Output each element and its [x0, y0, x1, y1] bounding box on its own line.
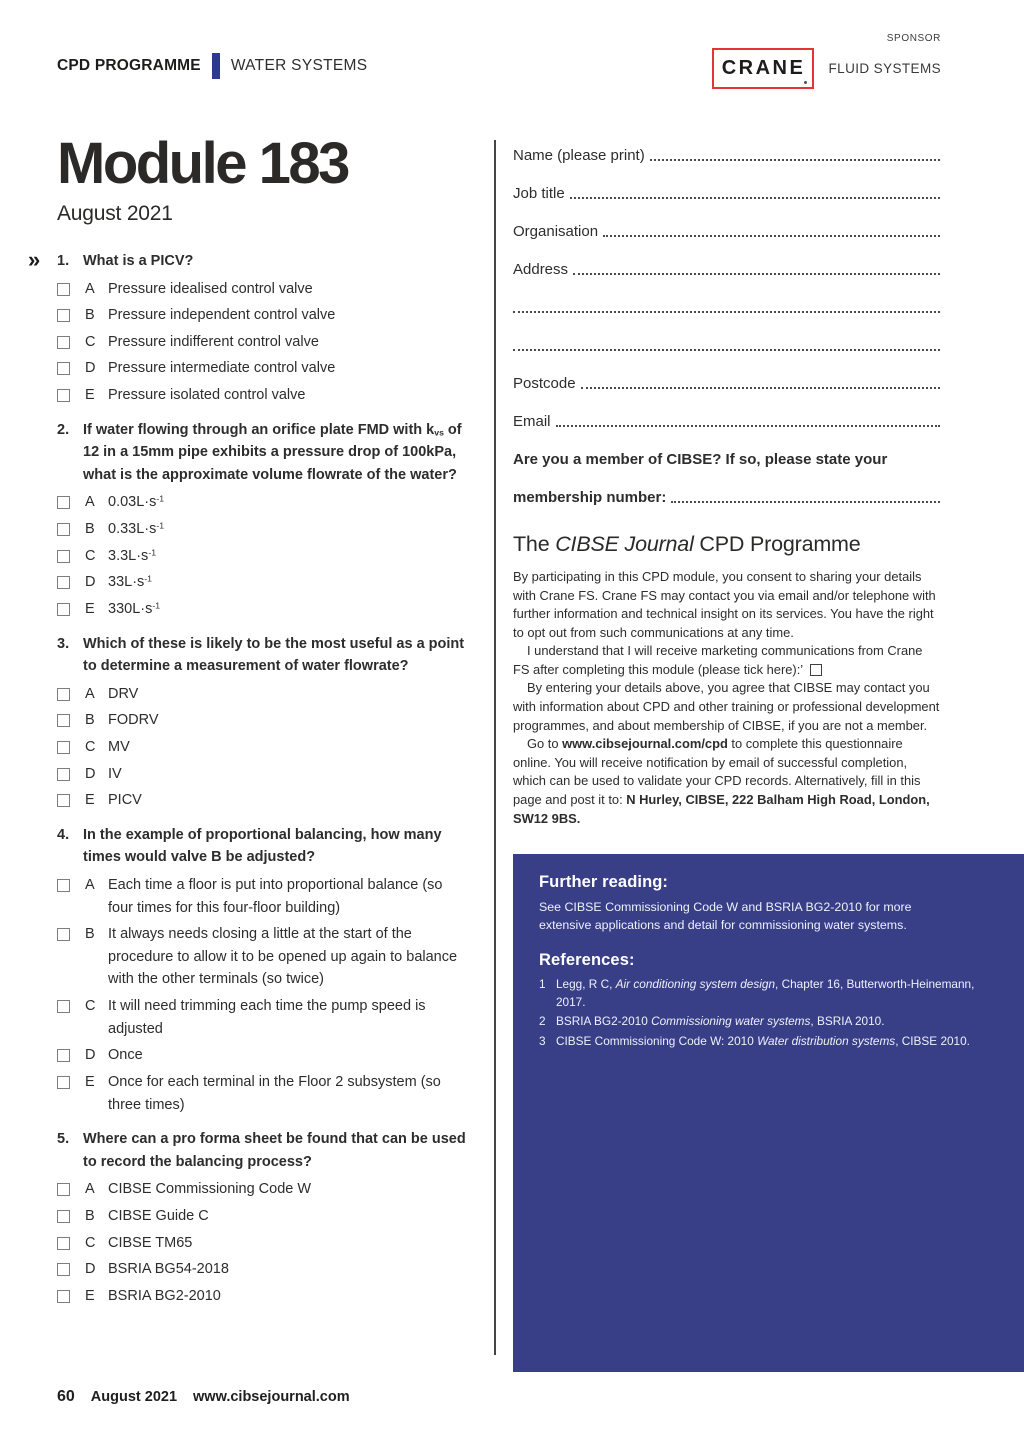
answer-checkbox[interactable] [57, 550, 70, 563]
fill-in-line[interactable] [650, 159, 940, 161]
reference-text: CIBSE Commissioning Code W: 2010 Water distribution systems, CIBSE 2010. [556, 1034, 970, 1049]
answer-checkbox[interactable] [57, 576, 70, 589]
option-row [57, 1178, 470, 1201]
answer-checkbox[interactable] [57, 1210, 70, 1223]
option-text: BSRIA BG54-2018 [108, 1261, 229, 1278]
answer-checkbox[interactable] [57, 714, 70, 727]
question-text: In the example of proportional balancing, how many times would valve B be adjusted? [83, 826, 442, 866]
membership-question: Are you a member of CIBSE? If so, please state your [513, 451, 888, 468]
option-letter: A [85, 685, 95, 702]
questions [28, 247, 470, 1307]
option-row [57, 995, 470, 1040]
footer-issue: August 2021 [90, 1389, 178, 1405]
option-row [57, 491, 470, 514]
form-row [513, 178, 940, 202]
page-number: 60 [57, 1388, 75, 1405]
option-row [57, 1285, 470, 1308]
question-header [57, 633, 470, 678]
fill-in-line[interactable] [671, 501, 940, 503]
option-row [57, 683, 470, 706]
quiz-column [28, 131, 470, 1311]
cpd-paragraph: Go to www.cibsejournal.com/cpd to complete this questionnaire online. You will receive notification by email of successful completion, which can be used to validate your CPD records. Alternatively, fill in this page and post it to: N Hurley, CIBSE, 222 Balham High Road, London, SW12 9BS. [513, 736, 930, 826]
header-brand-row [57, 53, 367, 79]
option-row [57, 789, 470, 812]
reference-number: 2 [539, 1014, 546, 1029]
fill-in-line[interactable] [570, 197, 940, 199]
references-heading: References: [539, 951, 635, 970]
column-divider [494, 140, 496, 1355]
answer-checkbox[interactable] [57, 1049, 70, 1062]
answer-checkbox[interactable] [57, 928, 70, 941]
option-row [57, 278, 470, 301]
further-reading-body: See CIBSE Commissioning Code W and BSRIA BG2-2010 for more extensive applications and detail for commissioning water systems. [539, 900, 912, 933]
question-header [28, 247, 470, 273]
fill-in-line[interactable] [603, 235, 940, 237]
answer-checkbox[interactable] [57, 389, 70, 402]
references-list [539, 976, 998, 1051]
cpd-paragraph: By participating in this CPD module, you consent to sharing your details with Crane FS. Crane FS may contact you via email and/or telephone with further information and technical insight on its services. You have the right to opt out from such communications at any time. [513, 569, 936, 640]
start-chevron-icon: » [28, 247, 41, 272]
question-number: 3. [57, 635, 70, 652]
option-text: Pressure idealised control valve [108, 280, 313, 297]
cpd-heading-pre: The [513, 532, 556, 556]
option-text: $33L\cdot s^{-1}$ [108, 573, 153, 591]
option-text: Pressure indifferent control valve [108, 333, 319, 350]
cpd-paragraph: I understand that I will receive marketing communications from Crane FS after completing this module (please tick here):’ [513, 643, 923, 677]
option-letter: C [85, 1234, 96, 1251]
question-text: What is a PICV? [83, 253, 194, 269]
form-row [513, 254, 940, 278]
option-text: Pressure independent control valve [108, 307, 336, 324]
reference-item [539, 976, 998, 1011]
option-row [57, 518, 470, 541]
option-text: Pressure isolated control valve [108, 387, 306, 404]
question-header [57, 419, 470, 487]
sponsor-tagline: FLUID SYSTEMS [828, 61, 941, 76]
question-text: Which of these is likely to be the most useful as a point to determine a measurement of water flowrate? [83, 635, 465, 675]
answer-checkbox[interactable] [57, 523, 70, 536]
crane-logo-text: CRANE [721, 57, 806, 79]
fill-in-line[interactable] [556, 425, 940, 427]
answer-checkbox[interactable] [57, 1237, 70, 1250]
tick-here-checkbox[interactable] [810, 664, 822, 676]
fill-in-line[interactable] [573, 273, 940, 275]
option-letter: D [85, 1261, 96, 1278]
fill-in-line[interactable] [513, 311, 940, 313]
option-letter: B [85, 712, 95, 729]
option-row [57, 304, 470, 327]
option-text: Once for each terminal in the Floor 2 subsystem (so three times) [108, 1073, 441, 1113]
form-row [513, 292, 940, 316]
question [57, 633, 470, 812]
answer-checkbox[interactable] [57, 496, 70, 509]
option-row [57, 1044, 470, 1067]
option-letter: B [85, 307, 95, 324]
option-text: Each time a floor is put into proportional balance (so four times for this four-floor building) [108, 877, 443, 916]
option-text: $0.03L\cdot s^{-1}$ [108, 494, 165, 511]
crane-trademark-dot [804, 81, 807, 84]
reference-item [539, 1013, 998, 1031]
option-text: Pressure intermediate control valve [108, 360, 336, 377]
option-row [57, 545, 470, 568]
question-header [57, 1128, 470, 1173]
option-row [57, 763, 470, 786]
option-row [57, 384, 470, 407]
question-number: 4. [57, 826, 70, 843]
option-row [57, 1258, 470, 1281]
footer [57, 1388, 350, 1406]
option-letter: C [85, 547, 96, 564]
crane-logo [712, 48, 814, 89]
answer-checkbox[interactable] [57, 1263, 70, 1276]
option-letter: D [85, 1047, 96, 1064]
cpd-programme-label: CPD PROGRAMME [57, 57, 201, 74]
option-letter: A [85, 877, 95, 894]
reference-text: BSRIA BG2-2010 Commissioning water systems, BSRIA 2010. [556, 1014, 885, 1029]
answer-checkbox[interactable] [57, 879, 70, 892]
option-letter: B [85, 926, 95, 943]
question-number: 1. [57, 253, 70, 269]
option-letter: A [85, 1181, 95, 1198]
question [57, 1128, 470, 1307]
option-text: $3.3L\cdot s^{-1}$ [108, 547, 157, 564]
option-row [57, 571, 470, 594]
option-letter: D [85, 574, 96, 591]
question [28, 247, 470, 407]
option-letter: B [85, 1207, 95, 1224]
further-reading-heading: Further reading: [539, 873, 669, 892]
answer-checkbox[interactable] [57, 1000, 70, 1013]
membership-number-row [513, 482, 940, 506]
cpd-paragraphs [513, 568, 940, 828]
fill-in-line[interactable] [581, 387, 940, 389]
question-header [57, 824, 470, 869]
option-letter: A [85, 280, 95, 297]
answer-checkbox[interactable] [57, 283, 70, 296]
option-letter: E [85, 387, 95, 404]
reference-number: 1 [539, 977, 546, 992]
footer-website: www.cibsejournal.com [193, 1389, 350, 1405]
option-letter: A [85, 494, 95, 511]
cpd-heading-post: CPD Programme [693, 532, 861, 556]
option-letter: D [85, 765, 96, 782]
section-label: WATER SYSTEMS [230, 57, 368, 74]
answer-checkbox[interactable] [57, 794, 70, 807]
form-field-label: Organisation [513, 223, 599, 240]
question [57, 419, 470, 621]
answer-checkbox[interactable] [57, 362, 70, 375]
option-letter: E [85, 792, 95, 809]
form-field-label: Name (please print) [513, 147, 645, 164]
option-letter: B [85, 521, 95, 538]
option-letter: D [85, 360, 96, 377]
form-row [513, 368, 940, 392]
option-row [57, 874, 470, 919]
form-field-label: Email [513, 413, 551, 430]
answer-checkbox[interactable] [57, 309, 70, 322]
form-row [513, 406, 940, 430]
response-column [513, 140, 1024, 1372]
option-text: $0.33L\cdot s^{-1}$ [108, 520, 165, 538]
option-text: MV [108, 738, 130, 755]
option-letter: E [85, 600, 95, 617]
option-row [57, 1232, 470, 1255]
answer-checkbox[interactable] [57, 1290, 70, 1303]
cpd-paragraph: By entering your details above, you agree that CIBSE may contact you with information about CPD and other training or professional development programmes, and about membership of CIBSE, if you are not a member. [513, 680, 940, 733]
option-text: IV [108, 765, 122, 782]
option-text: CIBSE TM65 [108, 1234, 193, 1251]
reference-text: Legg, R C, Air conditioning system design, Chapter 16, Butterworth-Heinemann, 2017. [556, 977, 975, 1009]
form-field-label: Job title [513, 185, 565, 202]
form-row [513, 140, 940, 164]
contact-form [513, 140, 940, 430]
sponsor-label: SPONSOR [886, 33, 941, 44]
option-text: $330L\cdot s^{-1}$ [108, 600, 161, 617]
membership-number-label: membership number: [513, 489, 667, 506]
option-row [57, 736, 470, 759]
module-date: August 2021 [57, 202, 173, 225]
answer-checkbox[interactable] [57, 688, 70, 701]
cpd-programme-heading [513, 532, 1024, 557]
answer-checkbox[interactable] [57, 1076, 70, 1089]
option-text: BSRIA BG2-2010 [108, 1287, 221, 1304]
cpd-heading-italic: CIBSE Journal [555, 532, 694, 556]
form-field-label: Postcode [513, 375, 576, 392]
answer-checkbox[interactable] [57, 768, 70, 781]
option-text: DRV [108, 685, 139, 702]
question [57, 824, 470, 1116]
option-row [57, 331, 470, 354]
option-text: Once [108, 1047, 143, 1064]
option-text: PICV [108, 792, 142, 809]
form-row [513, 216, 940, 240]
question-number: 5. [57, 1131, 70, 1148]
answer-checkbox[interactable] [57, 741, 70, 754]
further-reading-panel [513, 854, 1024, 1372]
sponsor-logo-row [712, 48, 941, 89]
form-row [513, 330, 940, 354]
answer-checkbox[interactable] [57, 603, 70, 616]
option-row [57, 1205, 470, 1228]
option-letter: C [85, 738, 96, 755]
option-text: It will need trimming each time the pump speed is adjusted [108, 998, 426, 1037]
question-text: Where can a pro forma sheet be found that can be used to record the balancing process? [83, 1131, 466, 1170]
option-text: FODRV [108, 712, 159, 729]
answer-checkbox[interactable] [57, 1183, 70, 1196]
reference-number: 3 [539, 1034, 546, 1049]
option-letter: E [85, 1287, 95, 1304]
option-text: It always needs closing a little at the start of the procedure to allow it to be opened up again to balance with the other terminals (so twice) [108, 926, 458, 988]
option-row [57, 1071, 470, 1116]
option-letter: C [85, 998, 96, 1015]
question-text: If water flowing through an orifice plate FMD with $k_{vs}$ of 12 in a 15mm pipe exhibits a pressure drop of 100kPa, what is the approximate volume flowrate of the water? [83, 421, 462, 483]
option-row [57, 709, 470, 732]
fill-in-line[interactable] [513, 349, 940, 351]
reference-item [539, 1033, 998, 1051]
option-row [57, 598, 470, 621]
question-number: 2. [57, 421, 70, 438]
option-row [57, 923, 470, 991]
option-text: CIBSE Commissioning Code W [108, 1181, 312, 1198]
option-text: CIBSE Guide C [108, 1207, 209, 1224]
module-title: Module 183 [57, 131, 348, 196]
option-letter: E [85, 1073, 95, 1090]
option-row [57, 357, 470, 380]
brand-divider-bar [212, 53, 220, 79]
option-letter: C [85, 333, 96, 350]
answer-checkbox[interactable] [57, 336, 70, 349]
form-field-label: Address [513, 261, 569, 278]
